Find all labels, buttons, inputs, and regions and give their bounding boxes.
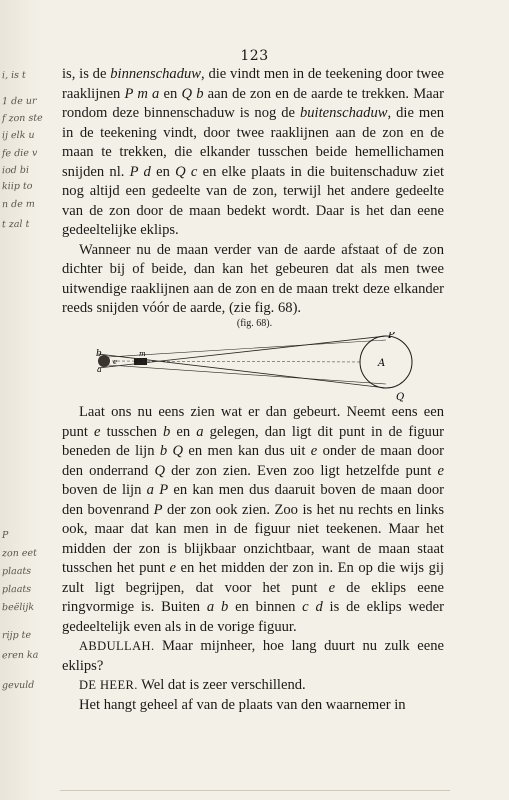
margin-fragment: kiip to [1,180,33,193]
text-block-top [62,65,444,319]
label-m: m [139,350,146,358]
page-number: 123 [240,48,269,64]
label-P: P [388,332,395,341]
margin-fragment: zon eet [1,547,38,560]
label-A: A [378,358,386,369]
margin-fragment: n de m [1,198,35,211]
label-Q: Q [396,392,405,403]
text-block-bottom [62,403,444,715]
margin-fragment: f zon ste [1,112,43,125]
eclipse-figure-68 [90,332,420,404]
figure-caption: (fig. 68). [236,318,273,329]
paragraph-3: Laat ons nu eens zien wat er dan gebeurt. Neemt eens een punt e tusschen b en a gelegen, dan ligt dit punt in de figuur beneden de lijn b Q en men kan dus uit e onder de maan door den onderrand Q der zon zien. Even zoo ligt hetzelfde punt e boven de lijn a P en kan men dus daaruit boven de maan door den bovenrand P der zon ook zien. Zoo is het nu rechts en links ook, maar dat kan men in de figuur niet teekenen. Maar het midden der zon is blijkbaar onzichtbaar, want de maan staat tusschen het punt e en het midden der zon in. En op die wijs gij zult ligt begrijpen, dat voor het punt e de eklips eene ringvormige is. Buiten a b en binnen c d is de eklips weder gedeeltelijk even als in de vorige figuur. [62,404,445,635]
margin-fragment: 1 de ur [1,95,37,108]
paragraph-2: Wanneer nu de maan verder van de aarde afstaat of de zon dichter bij of beide, dan kan het gebeuren dat als men twee uitwendige raaklijnen aan de zon en de maan trekt deze elkander reeds snijden vóór de aarde, (zie fig. 68). [62,241,444,316]
label-b: b [96,349,102,359]
margin-fragment: gevuld [1,679,35,692]
margin-fragment: beëlijk [1,601,35,614]
label-e: e [113,358,118,366]
margin-fragment: fe die v [1,147,38,160]
tangent-line [98,354,386,388]
margin-fragment: rijp te [1,629,32,642]
margin-fragment: iod bi [1,164,30,177]
sun-shape [360,336,412,388]
margin-fragment: plaats [1,583,32,596]
tangent-line [108,365,386,384]
margin-fragment: P [1,529,9,542]
speaker-name: ABDULLAH. [79,639,155,653]
margin-fragment: i, is t [1,69,26,82]
page-bottom-rule [60,790,450,791]
speaker-name: DE HEER. [79,678,138,692]
label-a: a [97,365,102,374]
margin-fragment: eren ka [1,649,39,662]
dialogue-line: ABDULLAH. Maar mijnheer, hoe lang duurt nu zulk eene eklips? [62,638,444,674]
margin-fragment: ij elk u [1,129,35,142]
margin-fragment: plaats [1,565,32,578]
tangent-line [108,340,386,357]
last-line: Het hangt geheel af van de plaats van den waarnemer in [79,696,406,713]
axis-line [112,361,362,362]
paragraph-1: is, is de binnenschaduw, die vindt men in de teekening door twee raaklijnen P m a en Q b aan de zon en de aarde te trekken. Maar rondom deze binnenschaduw is nog de buitenschaduw, die men in de teekening vindt, door twee raaklijnen aan de zon en de maan te trekken, die elkander tusschen beide hemellichamen snijden nl. P d en Q c en elke plaats in die buitenschaduw ziet nog altijd een gedeelte van de zon, terwijl het andere gedeelte van de zon door de maan bedekt wordt. Daar is het dan eene gedeeltelijke eklips. [62,66,444,238]
dialogue-line: DE HEER. Wel dat is zeer verschillend. [79,677,306,693]
margin-fragment: t zal t [1,218,30,231]
facing-page-bleed [0,0,44,800]
